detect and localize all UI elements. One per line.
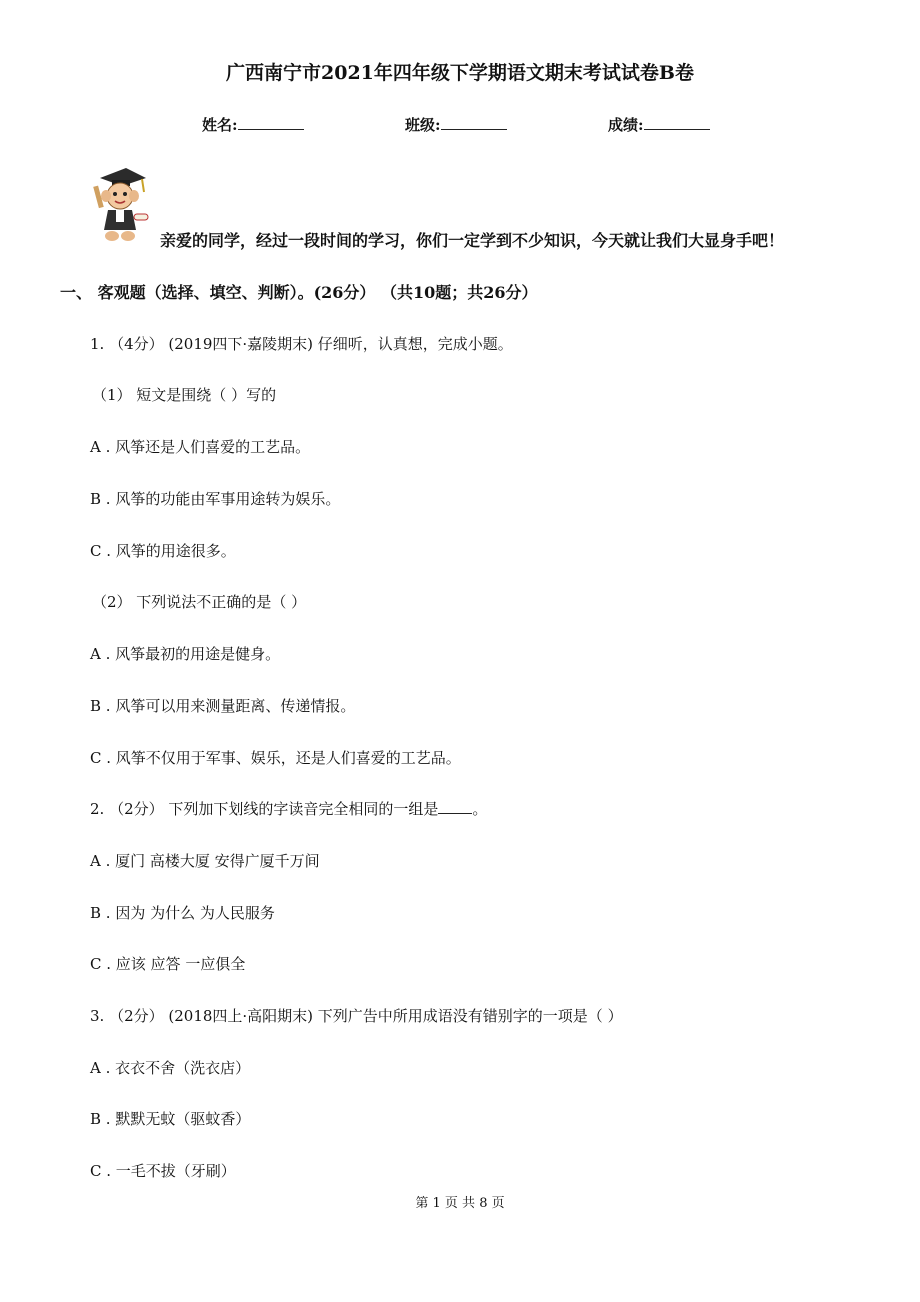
question-1-part-1-option-a[interactable]: A . 风筝还是人们喜爱的工艺品。: [90, 438, 311, 456]
name-field: [202, 114, 304, 135]
question-2-option-c[interactable]: C . 应该 应答 一应俱全: [90, 955, 246, 973]
class-blank[interactable]: [441, 115, 507, 130]
name-label: 姓名:: [202, 116, 238, 134]
question-2-answer-blank[interactable]: [438, 800, 472, 814]
class-label: 班级:: [405, 116, 441, 134]
question-3-option-b[interactable]: B . 默默无蚊（驱蚊香）: [90, 1110, 251, 1128]
question-1-stem: 1. （4分） (2019四下·嘉陵期末) 仔细听，认真想，完成小题。: [90, 335, 513, 353]
question-3-stem: 3. （2分） (2018四上·高阳期末) 下列广告中所用成语没有错别字的一项是（ ）: [90, 1007, 623, 1025]
class-field: [405, 114, 507, 135]
page-title: 广西南宁市2021年四年级下学期语文期末考试试卷B卷: [226, 62, 694, 84]
question-2-stem-after: 。: [472, 800, 488, 818]
page-footer: 第 1 页 共 8 页: [415, 1196, 505, 1211]
question-3-option-a[interactable]: A . 衣衣不舍（洗衣店）: [90, 1059, 251, 1077]
question-1-part-1-option-c[interactable]: C . 风筝的用途很多。: [90, 542, 236, 560]
question-1-part-1-stem: （1） 短文是围绕（ ）写的: [92, 386, 277, 404]
question-1-part-2-stem: （2） 下列说法不正确的是（ ）: [92, 593, 307, 611]
score-blank[interactable]: [644, 115, 710, 130]
question-3-option-c[interactable]: C . 一毛不拔（牙刷）: [90, 1162, 236, 1180]
section-heading: 一、 客观题（选择、填空、判断）。(26分） （共10题；共26分）: [60, 283, 538, 302]
greeting-text: 亲爱的同学，经过一段时间的学习，你们一定学到不少知识，今天就让我们大显身手吧！: [160, 231, 785, 250]
question-1-part-2-option-b[interactable]: B . 风筝可以用来测量距离、传递情报。: [90, 697, 356, 715]
question-1-part-2-option-a[interactable]: A . 风筝最初的用途是健身。: [90, 645, 281, 663]
question-2-option-b[interactable]: B . 因为 为什么 为人民服务: [90, 904, 275, 922]
question-2-stem: [90, 798, 487, 819]
question-1-part-1-option-b[interactable]: B . 风筝的功能由军事用途转为娱乐。: [90, 490, 341, 508]
score-label: 成绩:: [608, 116, 644, 134]
score-field: [608, 114, 710, 135]
name-blank[interactable]: [238, 115, 304, 130]
question-2-stem-before: 2. （2分） 下列加下划线的字读音完全相同的一组是: [90, 800, 439, 818]
question-2-option-a[interactable]: A . 厦门 高楼大厦 安得广厦千万间: [90, 852, 320, 870]
question-1-part-2-option-c[interactable]: C . 风筝不仅用于军事、娱乐，还是人们喜爱的工艺品。: [90, 749, 461, 767]
graduate-mascot-icon: [86, 164, 150, 246]
